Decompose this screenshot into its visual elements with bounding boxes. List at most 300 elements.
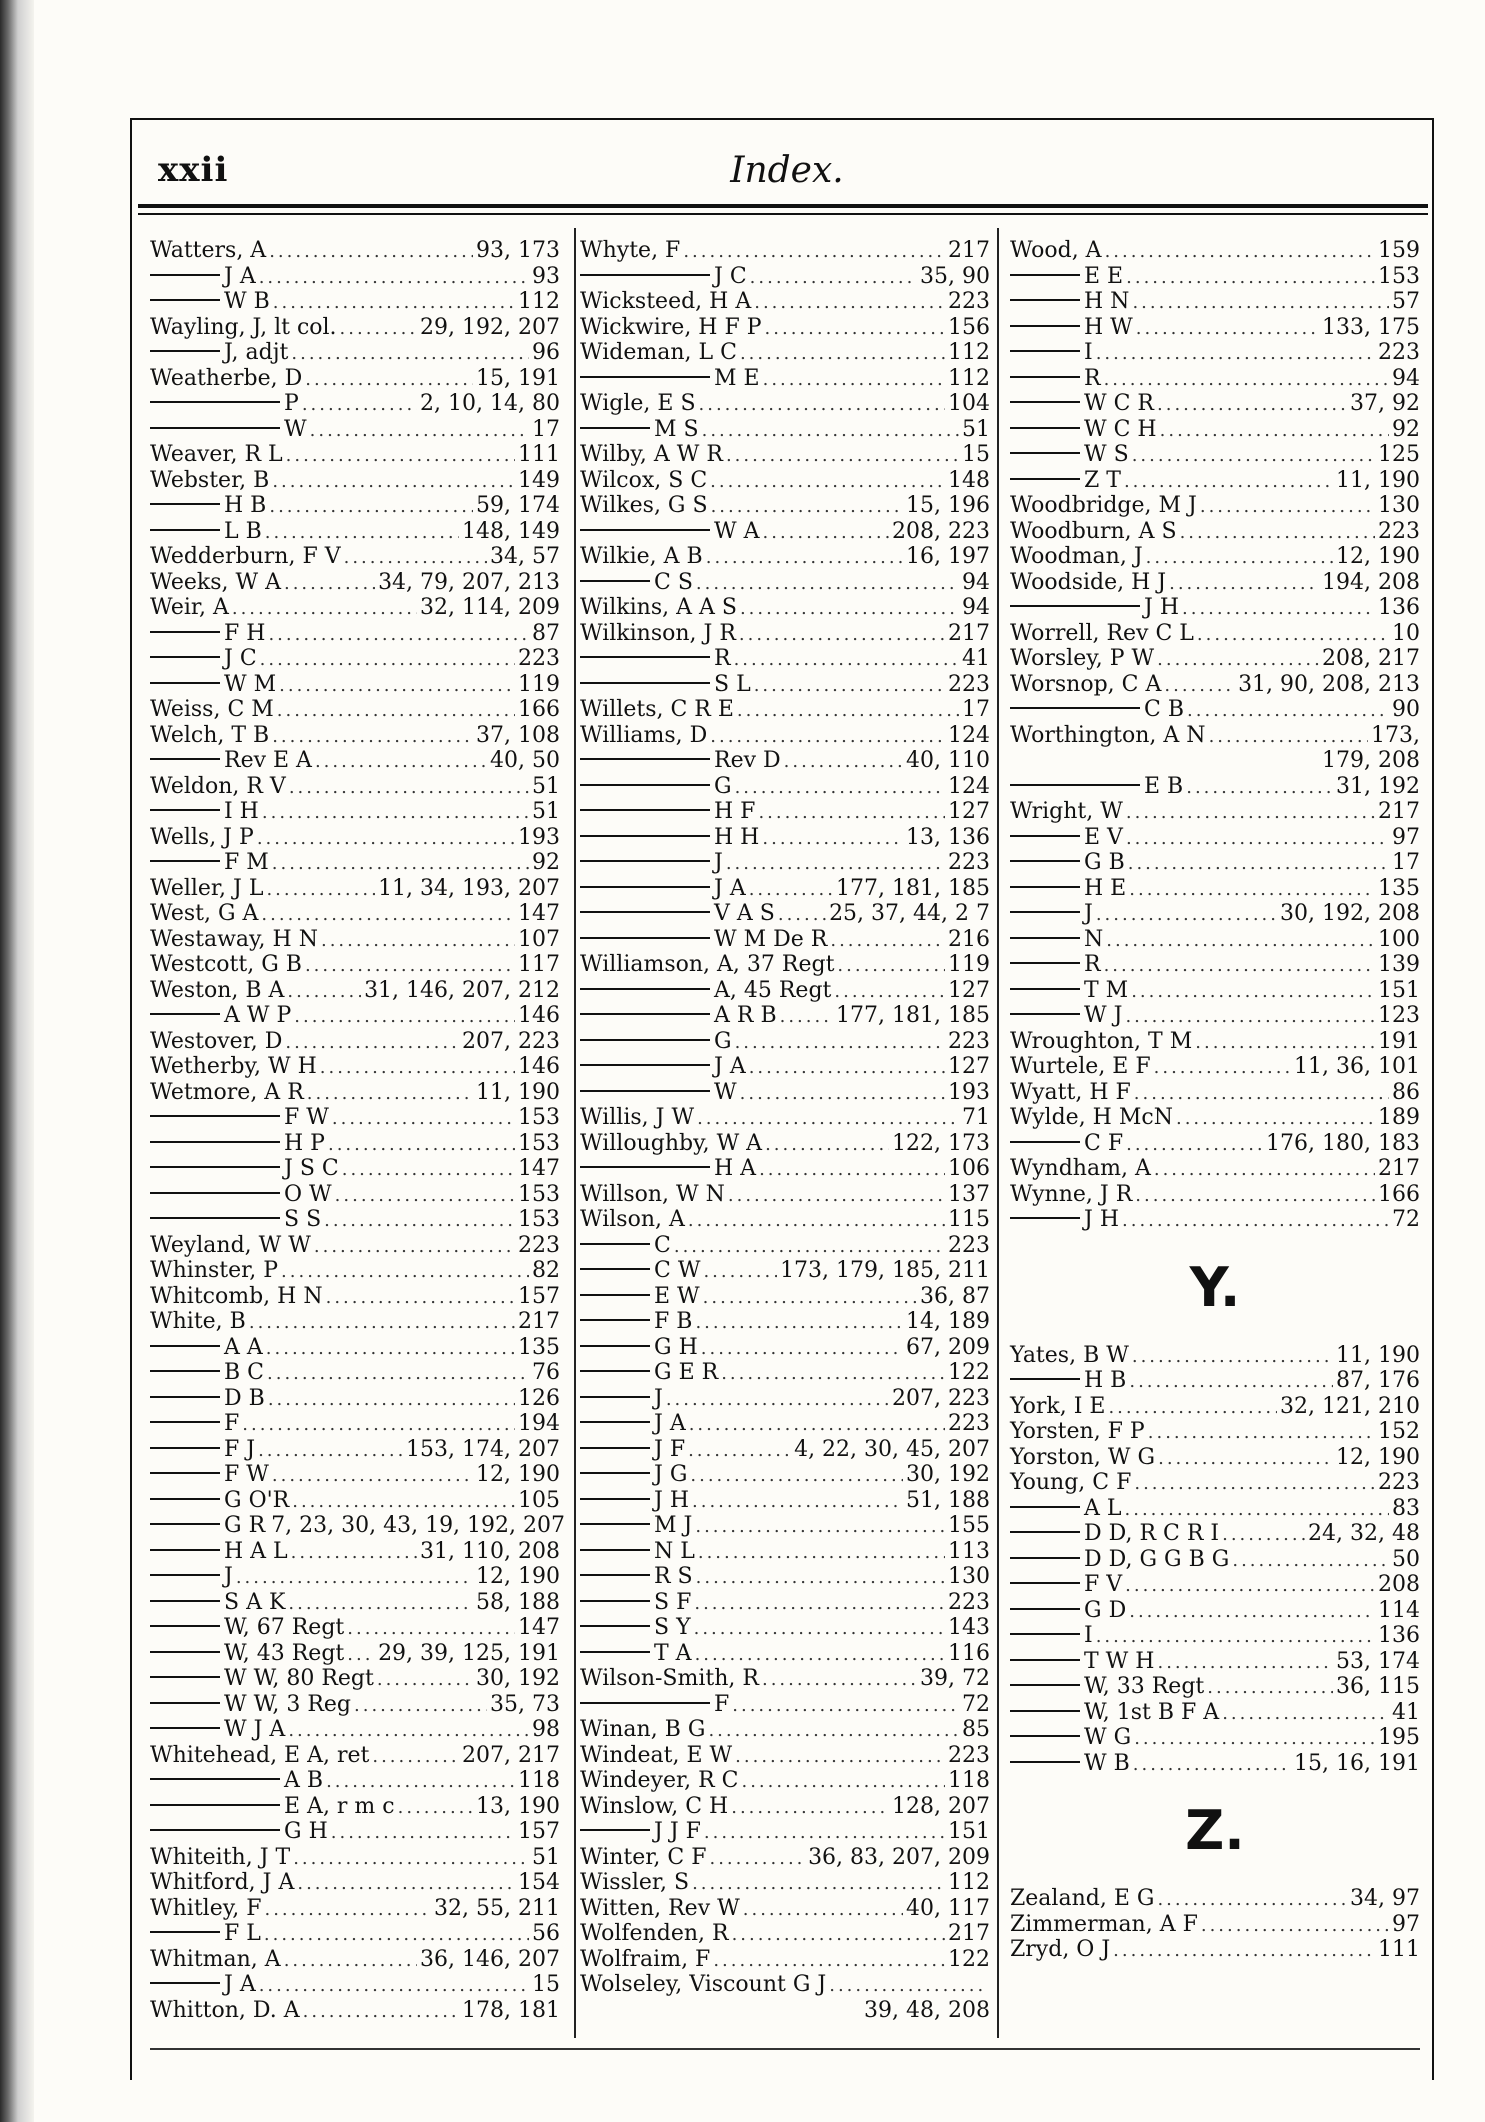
dot-leader — [1201, 1913, 1389, 1939]
index-entry — [150, 1207, 560, 1233]
ditto-dash — [1010, 1217, 1080, 1219]
entry-name: F V — [1084, 1572, 1123, 1597]
entry-name: G H — [284, 1819, 328, 1844]
page-refs: 193 — [948, 1079, 990, 1105]
ditto-dash — [150, 1370, 220, 1372]
entry-name: Woodman, J — [1010, 544, 1143, 569]
ditto-dash — [150, 758, 220, 760]
dot-leader — [1129, 877, 1375, 903]
entry-name: F H — [224, 620, 266, 646]
index-entry — [580, 1233, 990, 1259]
page-refs: 40, 110 — [906, 748, 990, 773]
entry-name: V A S — [714, 901, 775, 926]
dot-leader — [1105, 239, 1375, 265]
page-refs: 133, 175 — [1322, 314, 1420, 340]
entry-name: Westcott, G B — [150, 952, 302, 977]
entry-name: Witten, Rev W — [580, 1895, 740, 1921]
page-refs: 12, 190 — [1336, 1444, 1420, 1470]
dot-leader — [264, 1922, 529, 1948]
bottom-rule — [150, 2048, 1420, 2050]
dot-leader — [332, 1106, 515, 1132]
ditto-dash — [150, 1829, 280, 1831]
page-refs: 153, 174, 207 — [406, 1436, 560, 1462]
index-entry — [150, 238, 560, 264]
index-entry — [580, 1360, 990, 1386]
ditto-dash — [580, 1600, 650, 1602]
entry-name: J H — [1084, 1207, 1119, 1232]
entry-name: C S — [654, 569, 693, 595]
index-entry — [580, 1054, 990, 1080]
page-refs: 153 — [518, 1181, 560, 1207]
page-refs: 166 — [518, 697, 560, 722]
index-entry — [580, 1947, 990, 1973]
index-entry — [580, 1207, 990, 1233]
index-entry-continuation — [1010, 748, 1420, 774]
page-refs: 127 — [948, 1054, 990, 1079]
entry-name: Watters, A — [150, 238, 267, 263]
entry-name: W — [284, 416, 307, 442]
index-entry — [580, 723, 990, 749]
page-refs: 113 — [948, 1538, 990, 1564]
ditto-dash — [1010, 1608, 1080, 1610]
index-entry — [150, 1590, 560, 1616]
entry-name: M E — [714, 365, 760, 391]
ditto-dash — [580, 911, 710, 913]
index-entry — [580, 468, 990, 494]
dot-leader — [1132, 1344, 1333, 1370]
entry-name: W J A — [224, 1717, 286, 1742]
index-entry — [1010, 1131, 1420, 1157]
dot-leader — [728, 1183, 945, 1209]
entry-name: Wissler, S — [580, 1870, 690, 1895]
index-entry — [150, 1360, 560, 1386]
entry-name: H P — [284, 1130, 325, 1156]
ditto-dash — [150, 1600, 220, 1602]
dot-leader — [291, 1540, 417, 1566]
dot-leader — [701, 1336, 903, 1362]
index-entry — [1010, 315, 1420, 341]
dot-leader — [694, 1616, 945, 1642]
dot-leader — [1154, 1157, 1375, 1183]
page-refs: 29, 192, 207 — [420, 314, 560, 340]
page-refs: 123 — [1378, 1003, 1420, 1028]
page-refs: 119 — [948, 952, 990, 977]
index-entry — [580, 672, 990, 698]
index-entry — [580, 442, 990, 468]
page-refs: 106 — [948, 1156, 990, 1181]
dot-leader — [1125, 1497, 1390, 1523]
dot-leader — [1169, 571, 1319, 597]
page-refs: 34, 57 — [490, 544, 560, 569]
page-refs: 114 — [1378, 1597, 1420, 1623]
entry-name: F L — [224, 1921, 261, 1946]
index-entry — [150, 442, 560, 468]
entry-name: J J F — [654, 1819, 701, 1844]
entry-name: Williams, D — [580, 722, 708, 748]
entry-name: J, adjt — [224, 340, 289, 365]
entry-name: A W P — [224, 1003, 292, 1028]
index-entry — [1010, 825, 1420, 851]
entry-name: Wyatt, H F — [1010, 1079, 1131, 1105]
ditto-dash — [580, 1523, 650, 1525]
index-entry — [150, 1462, 560, 1488]
page-refs: 173, — [1371, 722, 1420, 748]
ditto-dash — [580, 427, 650, 429]
entry-name: Willets, C R E — [580, 697, 734, 722]
page-refs: 71 — [962, 1105, 990, 1130]
entry-name: I H — [224, 799, 259, 824]
page-refs: 112 — [948, 365, 990, 391]
page-refs: 72 — [962, 1691, 990, 1717]
page-refs: 11, 190 — [1336, 467, 1420, 493]
index-entry — [1010, 697, 1420, 723]
ditto-dash — [1010, 1378, 1080, 1380]
ditto-dash — [150, 1549, 220, 1551]
page-refs: 127 — [948, 799, 990, 824]
page-refs: 10 — [1392, 620, 1420, 646]
entry-name: H F — [714, 799, 756, 824]
dot-leader — [1222, 1522, 1305, 1548]
entry-name: S F — [654, 1589, 692, 1615]
entry-name: H W — [1084, 314, 1133, 340]
ditto-dash — [580, 682, 710, 684]
dot-leader — [1164, 673, 1235, 699]
page-refs: 207, 217 — [462, 1742, 560, 1768]
index-entry — [580, 1513, 990, 1539]
dot-leader — [737, 698, 959, 724]
dot-leader — [1129, 1599, 1375, 1625]
index-entry — [1010, 850, 1420, 876]
dot-leader — [326, 1285, 515, 1311]
page-refs: 223 — [948, 1411, 990, 1436]
page-refs: 148, 149 — [462, 518, 560, 544]
index-entry — [150, 876, 560, 902]
page-refs: 67, 209 — [906, 1334, 990, 1360]
dot-leader — [297, 1871, 515, 1897]
entry-name: J H — [1144, 595, 1179, 620]
index-entry — [1010, 1419, 1420, 1445]
index-entry — [580, 927, 990, 953]
entry-name: C B — [1144, 697, 1184, 722]
page-refs: 223 — [948, 1589, 990, 1615]
dot-leader — [784, 749, 903, 775]
page-refs: 30, 192 — [476, 1666, 560, 1691]
entry-name: P — [284, 391, 299, 416]
ditto-dash — [1010, 962, 1080, 964]
dot-leader — [326, 1769, 515, 1795]
dot-leader — [694, 1591, 945, 1617]
ditto-dash — [1010, 350, 1080, 352]
dot-leader — [269, 494, 473, 520]
page-refs: 179, 208 — [1322, 748, 1420, 773]
index-entry — [150, 1335, 560, 1361]
section-letter: Y. — [1189, 1255, 1241, 1319]
entry-name: G — [714, 1028, 732, 1054]
index-entry — [150, 952, 560, 978]
index-entry — [150, 901, 560, 927]
page-refs: 137 — [948, 1181, 990, 1207]
dot-leader — [287, 979, 361, 1005]
entry-name: Rev D — [714, 748, 781, 773]
entry-name: Welch, T B — [150, 722, 270, 748]
dot-leader — [735, 1030, 945, 1056]
dot-leader — [328, 1132, 515, 1158]
page-refs: 36, 146, 207 — [420, 1946, 560, 1972]
page-refs: 17 — [1392, 850, 1420, 875]
dot-leader — [1125, 1004, 1375, 1030]
page-refs: 112 — [948, 340, 990, 365]
dot-leader — [697, 1106, 959, 1132]
entry-name: Westaway, H N — [150, 926, 318, 952]
page-refs: 207, 223 — [462, 1028, 560, 1054]
page-refs: 149 — [518, 467, 560, 493]
dot-leader — [260, 647, 515, 673]
ditto-dash — [580, 1396, 650, 1398]
entry-name: Wilson, A — [580, 1207, 685, 1232]
index-entry — [580, 1590, 990, 1616]
page-refs: 86 — [1392, 1079, 1420, 1105]
page-refs: 32, 121, 210 — [1280, 1393, 1420, 1419]
entry-name: H B — [1084, 1368, 1127, 1393]
index-entry — [580, 570, 990, 596]
ditto-dash — [1010, 401, 1080, 403]
ditto-dash — [580, 274, 710, 276]
page-refs: 11, 190 — [1336, 1342, 1420, 1368]
entry-name: Woodbridge, M J — [1010, 493, 1197, 518]
entry-name: Whiteith, J T — [150, 1844, 291, 1870]
page-refs: 223 — [948, 1028, 990, 1054]
index-entry — [1010, 672, 1420, 698]
page-refs: 104 — [948, 391, 990, 416]
section-letter: Z. — [1185, 1799, 1245, 1862]
page-refs: 223 — [1378, 518, 1420, 544]
index-entry — [150, 1513, 566, 1539]
page-refs: 151 — [948, 1819, 990, 1844]
page-refs: 30, 192 — [906, 1462, 990, 1487]
dot-leader — [1157, 647, 1319, 673]
entry-name: Wilkinson, J R — [580, 620, 736, 646]
entry-name: J H — [654, 1487, 689, 1513]
ditto-dash — [580, 1166, 710, 1168]
dot-leader — [236, 1565, 473, 1591]
dot-leader — [829, 1973, 987, 1999]
dot-leader — [1125, 1573, 1375, 1599]
ditto-dash — [150, 1523, 220, 1525]
page-refs: 117 — [518, 952, 560, 977]
index-entry — [1010, 1054, 1420, 1080]
index-entry — [580, 748, 990, 774]
index-entry — [580, 621, 990, 647]
index-entry — [580, 264, 990, 290]
page-refs: 127 — [948, 977, 990, 1003]
index-entry — [580, 1819, 990, 1845]
dot-leader — [1131, 979, 1375, 1005]
dot-leader — [242, 1412, 515, 1438]
index-entry — [580, 1258, 990, 1284]
entry-name: M S — [654, 416, 699, 442]
dot-leader — [695, 1642, 945, 1668]
dot-leader — [713, 1948, 945, 1974]
page-refs: 56 — [532, 1921, 560, 1946]
ditto-dash — [580, 1498, 650, 1500]
ditto-dash — [580, 1039, 710, 1041]
entry-name: S A K — [224, 1589, 286, 1615]
page-refs: 124 — [948, 722, 990, 748]
index-entry — [580, 1182, 990, 1208]
page-refs: 37, 92 — [1350, 391, 1420, 416]
entry-name: F — [714, 1691, 730, 1717]
page-refs: 207, 223 — [892, 1385, 990, 1411]
index-entry — [150, 1156, 560, 1182]
page-refs: 208, 217 — [1322, 646, 1420, 671]
entry-name: W, 33 Regt — [1084, 1674, 1205, 1699]
index-entry — [1010, 442, 1420, 468]
dot-leader — [695, 1514, 945, 1540]
entry-name: Wroughton, T M — [1010, 1028, 1193, 1054]
ditto-dash — [150, 274, 220, 276]
dot-leader — [689, 1412, 945, 1438]
index-entry — [580, 315, 990, 341]
dot-leader — [342, 1157, 515, 1183]
page-refs: 118 — [948, 1768, 990, 1793]
entry-name: J C — [714, 263, 747, 289]
dot-leader — [305, 367, 473, 393]
entry-name: Z T — [1084, 467, 1121, 493]
dot-leader — [285, 1030, 459, 1056]
entry-name: Yorsten, F P — [1010, 1419, 1145, 1444]
dot-leader — [273, 290, 515, 316]
ditto-dash — [1010, 1735, 1080, 1737]
page-refs: 7, 23, 30, 43, 19, 192, 207 — [271, 1513, 566, 1538]
page-refs: 176, 180, 183 — [1266, 1130, 1420, 1156]
ditto-dash — [580, 1294, 650, 1296]
entry-name: E B — [1144, 773, 1184, 799]
index-entry — [580, 366, 990, 392]
index-entry — [150, 570, 560, 596]
entry-name: Weldon, R V — [150, 773, 286, 799]
dot-leader — [830, 928, 945, 954]
index-entry — [150, 1615, 560, 1641]
dot-leader — [834, 979, 945, 1005]
page-refs: 191 — [1378, 1028, 1420, 1054]
index-entry — [150, 391, 560, 417]
dot-leader — [1108, 1395, 1277, 1421]
index-entry — [1010, 1182, 1420, 1208]
dot-leader — [1186, 775, 1333, 801]
index-entry — [1010, 1521, 1420, 1547]
entry-name: I — [1084, 340, 1093, 365]
index-entry — [1010, 1674, 1420, 1700]
index-entry — [1010, 774, 1420, 800]
entry-name: Weeks, W A — [150, 569, 281, 595]
index-entry — [150, 927, 560, 953]
entry-name: R — [1084, 365, 1101, 391]
dot-leader — [702, 418, 959, 444]
dot-leader — [279, 673, 515, 699]
dot-leader — [335, 1183, 515, 1209]
index-entry — [150, 315, 560, 341]
index-entry — [1010, 952, 1420, 978]
entry-name: Whitton, D. A — [150, 1997, 300, 2023]
page-refs: 51 — [962, 416, 990, 442]
dot-leader — [281, 1259, 529, 1285]
index-entry — [1010, 901, 1420, 927]
ditto-dash — [580, 1447, 650, 1449]
entry-name: C F — [1084, 1130, 1124, 1156]
index-entry — [1010, 570, 1420, 596]
entry-name: Wylde, H McN — [1010, 1105, 1173, 1130]
page-refs: 11, 34, 193, 207 — [378, 875, 560, 901]
entry-name: W J — [1084, 1003, 1123, 1028]
ditto-dash — [150, 860, 220, 862]
index-entry — [150, 1080, 560, 1106]
page-refs: 223 — [948, 671, 990, 697]
entry-name: Windeat, E W — [580, 1742, 733, 1768]
index-entry — [580, 1641, 990, 1667]
page-refs: 153 — [518, 1130, 560, 1156]
entry-name: T W H — [1084, 1648, 1155, 1674]
ditto-dash — [150, 1574, 220, 1576]
entry-name: Young, C F — [1010, 1470, 1132, 1495]
dot-leader — [1096, 1624, 1375, 1650]
page-refs: 217 — [948, 238, 990, 263]
index-entry — [1010, 595, 1420, 621]
page-refs: 36, 87 — [920, 1283, 990, 1309]
page-refs: 217 — [1378, 1156, 1420, 1181]
index-entry — [150, 417, 560, 443]
entry-name: S L — [714, 671, 751, 697]
dot-leader — [1157, 392, 1347, 418]
index-entry — [580, 289, 990, 315]
entry-name: Wilkes, G S — [580, 493, 708, 518]
page-refs: 93 — [532, 263, 560, 289]
page-refs: 119 — [518, 671, 560, 697]
index-entry — [580, 646, 990, 672]
dot-leader — [1126, 1132, 1263, 1158]
dot-leader — [264, 1897, 431, 1923]
column-divider — [574, 228, 576, 2038]
ditto-dash — [580, 1090, 710, 1092]
entry-name: E A, r m c — [284, 1793, 395, 1819]
index-entry — [580, 1131, 990, 1157]
entry-name: H N — [1084, 289, 1130, 314]
ditto-dash — [580, 1013, 710, 1015]
dot-leader — [315, 749, 487, 775]
dot-leader — [266, 1336, 515, 1362]
entry-name: W, 43 Regt — [224, 1640, 345, 1666]
dot-leader — [314, 1234, 515, 1260]
entry-name: S Y — [654, 1615, 691, 1640]
ditto-dash — [150, 1013, 220, 1015]
page-refs: 59, 174 — [476, 493, 560, 518]
dot-leader — [780, 1004, 833, 1030]
header-rule-thick — [138, 204, 1428, 208]
ditto-dash — [150, 1931, 220, 1933]
page-refs: 135 — [1378, 875, 1420, 901]
dot-leader — [291, 341, 529, 367]
index-entry — [580, 1692, 990, 1718]
page-number: xxii — [158, 150, 229, 190]
dot-leader — [258, 1438, 403, 1464]
entry-name: Winslow, C H — [580, 1793, 729, 1819]
entry-name: Whitley, F — [150, 1895, 262, 1921]
page-refs: 105 — [518, 1487, 560, 1513]
dot-leader — [277, 698, 515, 724]
dot-leader — [699, 392, 945, 418]
page-refs: 112 — [518, 289, 560, 314]
dot-leader — [695, 1310, 903, 1336]
index-entry — [150, 1437, 560, 1463]
